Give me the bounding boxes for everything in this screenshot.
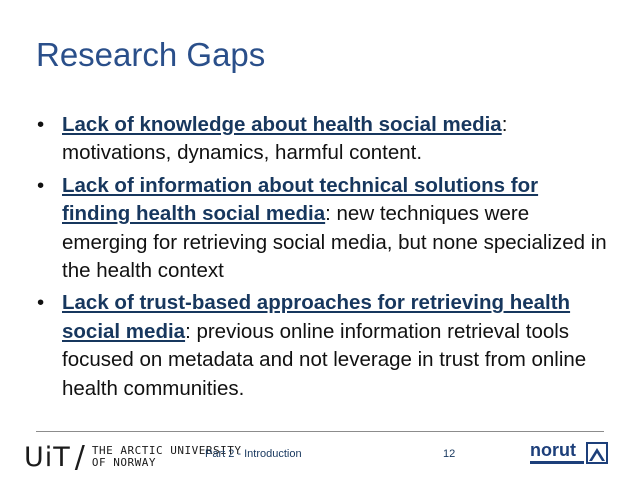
slide-title: Research Gaps <box>36 36 266 73</box>
slide-footer <box>0 431 638 479</box>
footer-divider <box>36 431 604 432</box>
norut-logo-text: norut <box>530 440 576 460</box>
bullet-rest-text: : motivations, dynamics, harmful content. <box>62 113 508 165</box>
bullet-key-text: Lack of information about technical solutions for finding health social media <box>62 173 539 226</box>
bullet-item <box>34 289 609 403</box>
bullet-key-text: Lack of trust-based approaches for retrieving health social media <box>62 291 571 343</box>
slash-icon: / <box>74 439 85 475</box>
uit-logo-line1: THE ARCTIC UNIVERSITY <box>91 444 242 457</box>
bullet-list <box>34 111 609 407</box>
norut-logo-underline <box>530 461 584 464</box>
bullet-key-text: Lack of knowledge about health social media <box>62 113 502 136</box>
bullet-icon: • <box>37 113 45 136</box>
bullet-icon: • <box>37 291 45 315</box>
page-number: 12 <box>443 448 456 460</box>
bullet-rest-text: : new techniques were emerging for retrieving social media, but none specialized in the health context <box>62 202 607 283</box>
footer-section-label: Part 2 - Introduction <box>205 448 302 460</box>
bullet-rest-text: : previous online information retrieval tools focused on metadata and not leverage in trust from online health communities. <box>62 319 587 400</box>
norut-logo <box>530 440 610 470</box>
bullet-icon: • <box>37 173 45 197</box>
bullet-item <box>34 172 609 286</box>
bullet-item <box>34 111 609 168</box>
norut-emblem-icon <box>586 442 608 464</box>
uit-logo-line2: OF NORWAY <box>91 456 156 469</box>
uit-logo-mark: UiT <box>24 441 71 473</box>
